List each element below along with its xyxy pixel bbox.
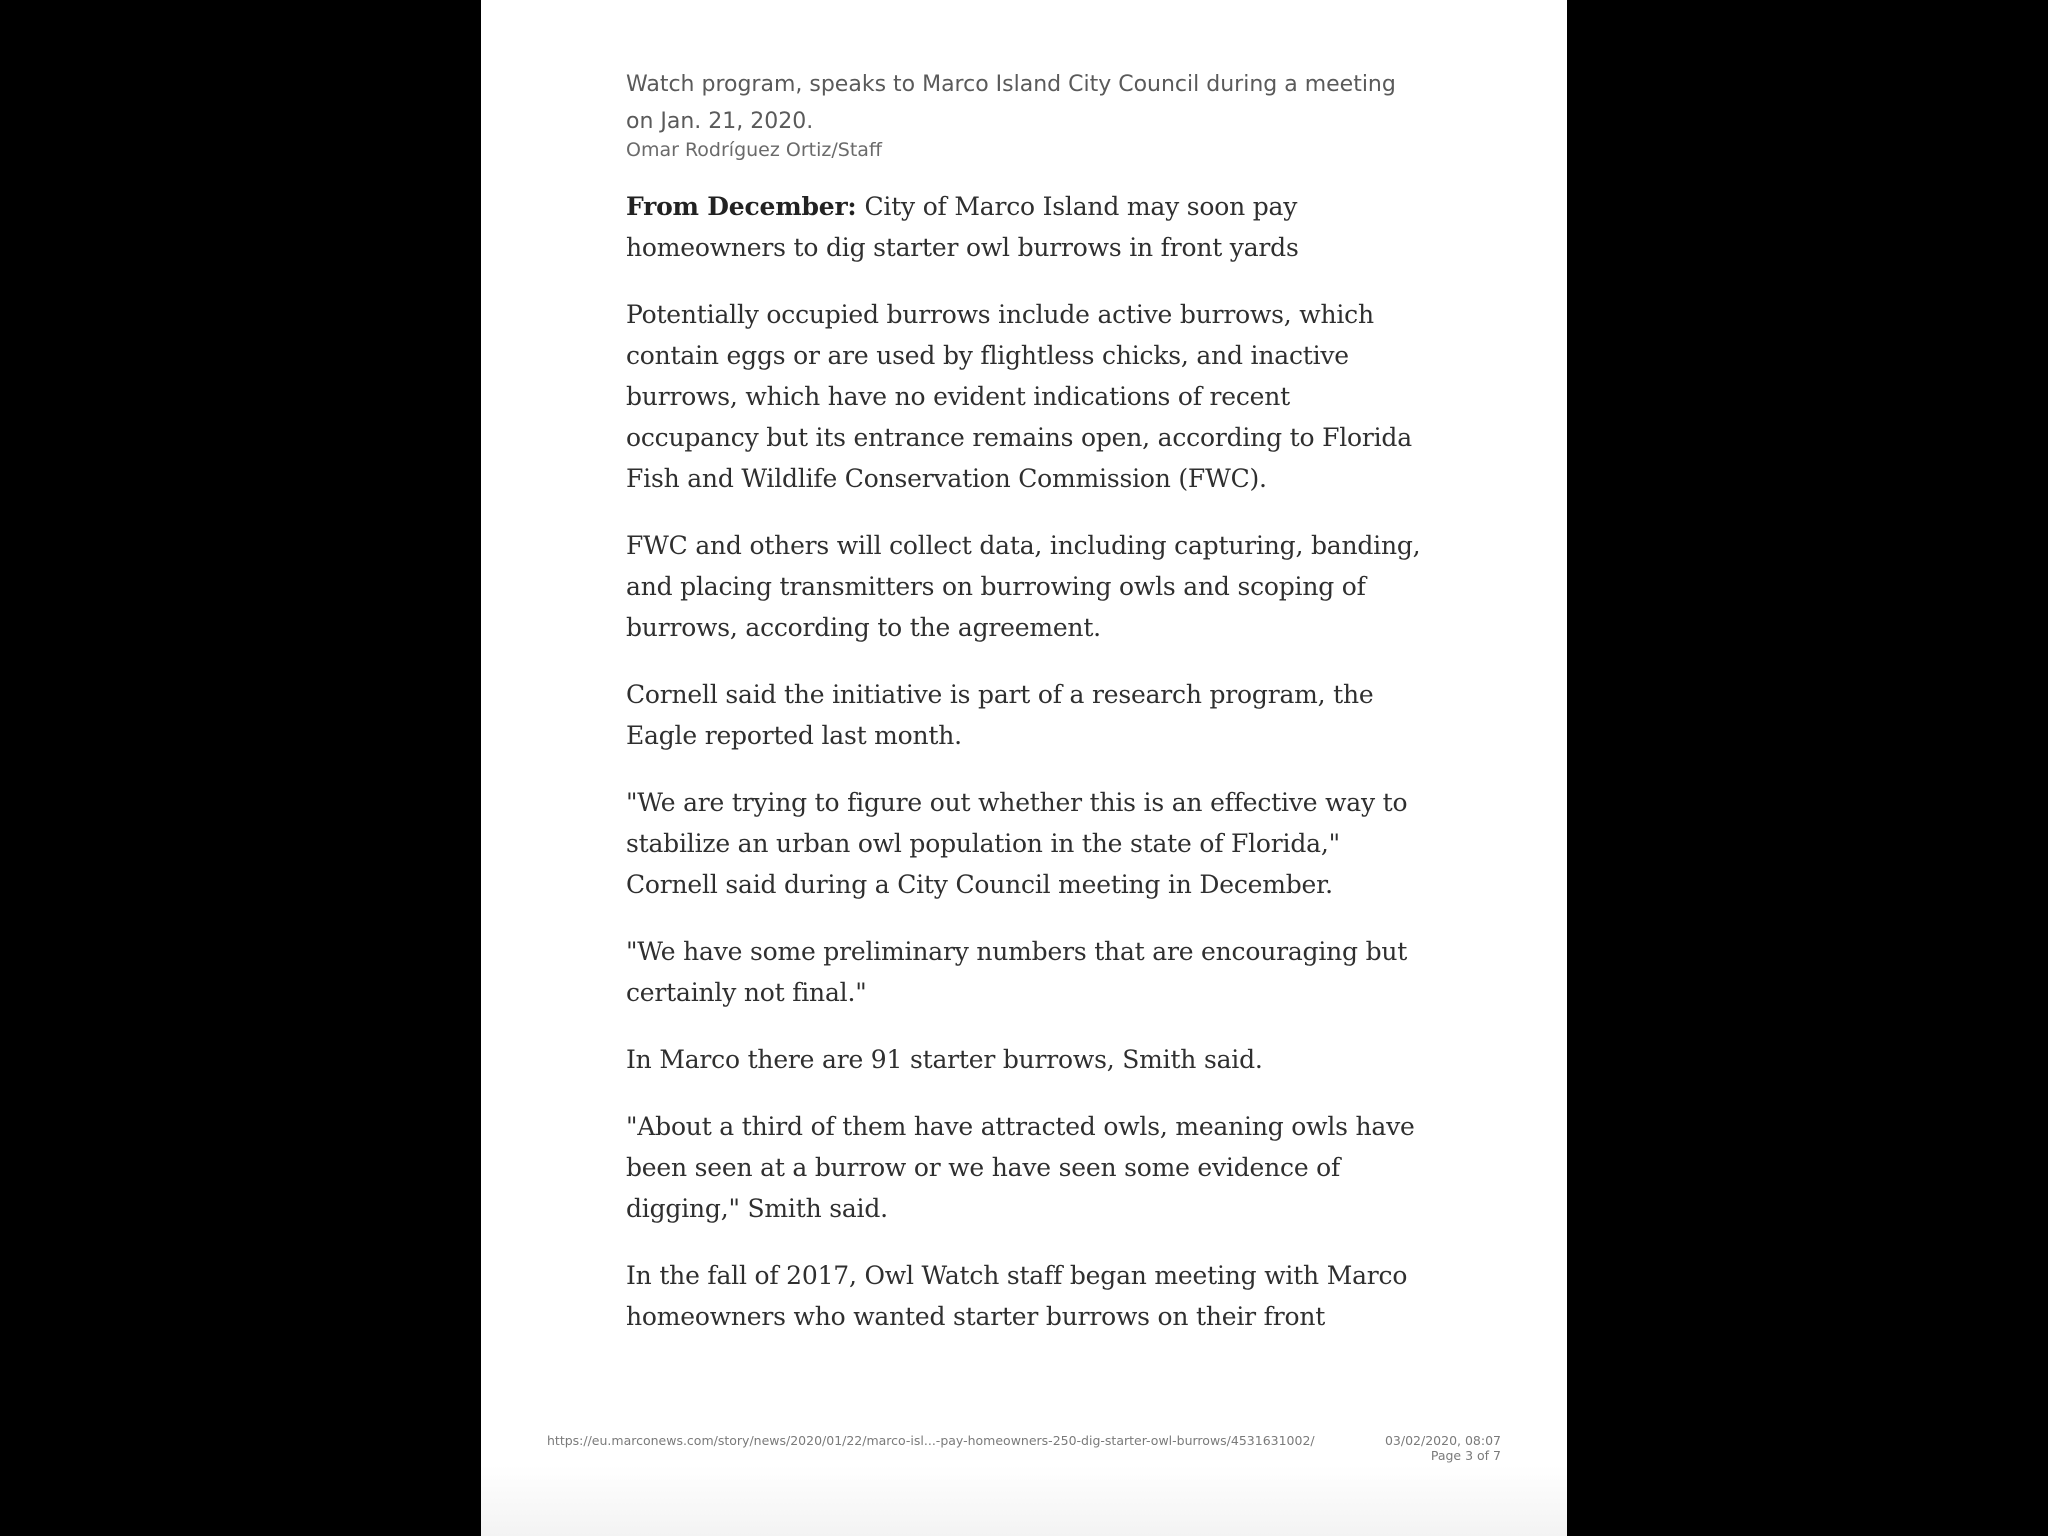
photo-credit: Omar Rodríguez Ortiz/Staff bbox=[626, 139, 882, 161]
print-footer-url: https://eu.marconews.com/story/news/2020/01/22/marco-isl...-pay-homeowners-250-dig-starter-owl-burrows/4531631002/ bbox=[547, 1433, 1315, 1448]
page-number: Page 3 of 7 bbox=[1430, 1448, 1501, 1463]
print-footer-datetime: 03/02/2020, 08:07 bbox=[1384, 1433, 1501, 1448]
print-footer-meta bbox=[1385, 1433, 1501, 1463]
related-story-label: From December: bbox=[626, 192, 857, 221]
paragraph: Potentially occupied burrows include active burrows, which contain eggs or are used by flightless chicks, and inactive burrows, which have no evident indications of recent occupancy but its entrance remains open, according to Florida Fish and Wildlife Conservation Commission (FWC). bbox=[626, 300, 1412, 493]
photo-caption: Watch program, speaks to Marco Island City Council during a meeting on Jan. 21, 2020. bbox=[626, 72, 1396, 134]
paragraph: "We have some preliminary numbers that are encouraging but certainly not final." bbox=[626, 937, 1408, 1007]
paragraph: "About a third of them have attracted owls, meaning owls have been seen at a burrow or we have seen some evidence of digging," Smith said. bbox=[626, 1112, 1415, 1223]
page-bottom-shadow bbox=[481, 1466, 1567, 1536]
paragraph: Cornell said the initiative is part of a research program, the Eagle reported last month. bbox=[626, 680, 1374, 750]
article-body bbox=[626, 66, 1426, 1337]
related-story bbox=[626, 186, 1426, 268]
document-page bbox=[481, 0, 1567, 1536]
related-story-link[interactable]: City of Marco Island may soon pay homeowners to dig starter owl burrows in front yards bbox=[626, 192, 1299, 262]
paragraph: In Marco there are 91 starter burrows, Smith said. bbox=[626, 1045, 1263, 1074]
paragraph: FWC and others will collect data, including capturing, banding, and placing transmitters on burrowing owls and scoping of burrows, according to the agreement. bbox=[626, 531, 1421, 642]
paragraph: "We are trying to figure out whether this is an effective way to stabilize an urban owl population in the state of Florida," Cornell said during a City Council meeting in December. bbox=[626, 788, 1408, 899]
paragraph: In the fall of 2017, Owl Watch staff began meeting with Marco homeowners who wanted starter burrows on their front bbox=[626, 1261, 1408, 1331]
